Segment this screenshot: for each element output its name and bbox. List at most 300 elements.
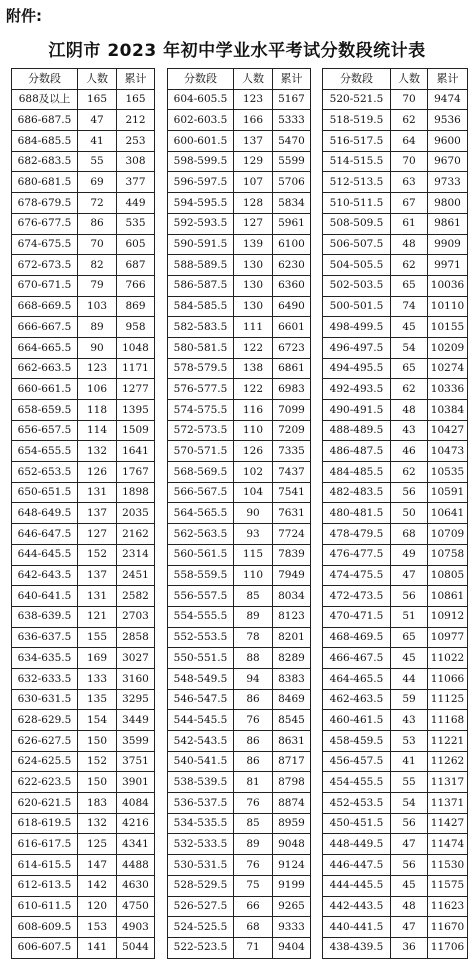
table-row xyxy=(323,875,468,896)
score-range-cell: 526-527.5 xyxy=(168,896,234,917)
count-cell: 183 xyxy=(78,793,117,814)
count-cell: 64 xyxy=(391,131,428,152)
score-range-cell: 454-455.5 xyxy=(323,772,391,793)
cumulative-cell: 9474 xyxy=(428,89,468,110)
cumulative-cell: 9048 xyxy=(273,834,311,855)
score-range-cell: 554-555.5 xyxy=(168,606,234,627)
table-row xyxy=(168,379,311,400)
table-row xyxy=(323,586,468,607)
score-range-cell: 566-567.5 xyxy=(168,482,234,503)
score-range-cell: 450-451.5 xyxy=(323,813,391,834)
cumulative-cell: 5333 xyxy=(273,110,311,131)
cumulative-cell: 377 xyxy=(117,172,155,193)
cumulative-cell: 10912 xyxy=(428,606,468,627)
count-cell: 56 xyxy=(391,482,428,503)
cumulative-cell: 253 xyxy=(117,131,155,152)
count-cell: 88 xyxy=(234,648,273,669)
count-cell: 55 xyxy=(391,772,428,793)
table-row xyxy=(12,110,155,131)
cumulative-cell: 2582 xyxy=(117,586,155,607)
count-cell: 86 xyxy=(78,213,117,234)
score-range-cell: 674-675.5 xyxy=(12,234,78,255)
count-cell: 138 xyxy=(234,358,273,379)
score-range-cell: 466-467.5 xyxy=(323,648,391,669)
table-row xyxy=(323,813,468,834)
page-title: 江阴市 2023 年初中学业水平考试分数段统计表 xyxy=(48,41,426,61)
score-range-cell: 476-477.5 xyxy=(323,544,391,565)
cumulative-cell: 4488 xyxy=(117,855,155,876)
cumulative-cell: 7437 xyxy=(273,462,311,483)
table-row xyxy=(12,855,155,876)
count-cell: 114 xyxy=(78,420,117,441)
count-cell: 135 xyxy=(78,689,117,710)
cumulative-cell: 10274 xyxy=(428,358,468,379)
count-cell: 53 xyxy=(391,731,428,752)
cumulative-cell: 8034 xyxy=(273,586,311,607)
table-row xyxy=(323,110,468,131)
score-range-cell: 480-481.5 xyxy=(323,503,391,524)
count-cell: 142 xyxy=(78,875,117,896)
table-header-row xyxy=(323,69,468,90)
score-range-cell: 482-483.5 xyxy=(323,482,391,503)
table-row xyxy=(12,772,155,793)
score-range-cell: 666-667.5 xyxy=(12,317,78,338)
table-row xyxy=(12,896,155,917)
count-cell: 121 xyxy=(78,606,117,627)
cumulative-cell: 11474 xyxy=(428,834,468,855)
score-range-cell: 580-581.5 xyxy=(168,337,234,358)
score-range-cell: 578-579.5 xyxy=(168,358,234,379)
cumulative-cell: 8874 xyxy=(273,793,311,814)
table-row xyxy=(323,524,468,545)
score-range-cell: 654-655.5 xyxy=(12,441,78,462)
score-range-cell: 582-583.5 xyxy=(168,317,234,338)
cumulative-cell: 11623 xyxy=(428,896,468,917)
count-cell: 131 xyxy=(78,482,117,503)
table-row xyxy=(168,213,311,234)
score-range-cell: 632-633.5 xyxy=(12,668,78,689)
score-table-2 xyxy=(167,68,311,959)
cumulative-cell: 165 xyxy=(117,89,155,110)
count-cell: 152 xyxy=(78,751,117,772)
table-row xyxy=(168,255,311,276)
score-range-cell: 650-651.5 xyxy=(12,482,78,503)
cumulative-cell: 3449 xyxy=(117,710,155,731)
score-range-cell: 552-553.5 xyxy=(168,627,234,648)
cumulative-cell: 10758 xyxy=(428,544,468,565)
score-range-cell: 458-459.5 xyxy=(323,731,391,752)
table-row xyxy=(12,648,155,669)
score-range-cell: 544-545.5 xyxy=(168,710,234,731)
count-cell: 153 xyxy=(78,917,117,938)
cumulative-cell: 1509 xyxy=(117,420,155,441)
cumulative-cell: 10535 xyxy=(428,462,468,483)
score-range-cell: 472-473.5 xyxy=(323,586,391,607)
table-row xyxy=(168,337,311,358)
cumulative-cell: 9265 xyxy=(273,896,311,917)
table-row xyxy=(12,234,155,255)
count-cell: 65 xyxy=(391,275,428,296)
count-cell: 120 xyxy=(78,896,117,917)
table-row xyxy=(323,400,468,421)
count-cell: 127 xyxy=(78,524,117,545)
cumulative-cell: 6230 xyxy=(273,255,311,276)
count-cell: 132 xyxy=(78,813,117,834)
cumulative-cell: 6983 xyxy=(273,379,311,400)
cumulative-cell: 6490 xyxy=(273,296,311,317)
count-cell: 110 xyxy=(234,420,273,441)
count-cell: 104 xyxy=(234,482,273,503)
table-row xyxy=(12,172,155,193)
score-range-cell: 684-685.5 xyxy=(12,131,78,152)
score-range-cell: 584-585.5 xyxy=(168,296,234,317)
table-row xyxy=(168,731,311,752)
cumulative-cell: 1641 xyxy=(117,441,155,462)
table-row xyxy=(168,813,311,834)
table-row xyxy=(168,772,311,793)
score-range-cell: 668-669.5 xyxy=(12,296,78,317)
table-row xyxy=(168,110,311,131)
score-range-cell: 496-497.5 xyxy=(323,337,391,358)
count-cell: 106 xyxy=(78,379,117,400)
table-row xyxy=(323,627,468,648)
table-row xyxy=(168,710,311,731)
count-cell: 130 xyxy=(234,255,273,276)
count-cell: 130 xyxy=(234,296,273,317)
cumulative-cell: 11530 xyxy=(428,855,468,876)
score-range-cell: 672-673.5 xyxy=(12,255,78,276)
table-row xyxy=(323,668,468,689)
count-cell: 59 xyxy=(391,689,428,710)
cumulative-cell: 766 xyxy=(117,275,155,296)
count-cell: 137 xyxy=(234,131,273,152)
table-row xyxy=(323,420,468,441)
count-cell: 154 xyxy=(78,710,117,731)
cumulative-cell: 10110 xyxy=(428,296,468,317)
score-range-cell: 680-681.5 xyxy=(12,172,78,193)
cumulative-cell: 4630 xyxy=(117,875,155,896)
table-row xyxy=(168,875,311,896)
count-cell: 141 xyxy=(78,937,117,958)
table-row xyxy=(12,793,155,814)
cumulative-cell: 11125 xyxy=(428,689,468,710)
cumulative-cell: 8123 xyxy=(273,606,311,627)
cumulative-cell: 7631 xyxy=(273,503,311,524)
score-range-cell: 528-529.5 xyxy=(168,875,234,896)
table-header-row xyxy=(168,69,311,90)
cumulative-cell: 9600 xyxy=(428,131,468,152)
cumulative-cell: 4903 xyxy=(117,917,155,938)
count-cell: 102 xyxy=(234,462,273,483)
table-row xyxy=(168,917,311,938)
cumulative-cell: 11262 xyxy=(428,751,468,772)
table-row xyxy=(168,668,311,689)
cumulative-cell: 3751 xyxy=(117,751,155,772)
count-cell: 125 xyxy=(78,834,117,855)
cumulative-cell: 5044 xyxy=(117,937,155,958)
count-cell: 66 xyxy=(234,896,273,917)
count-cell: 123 xyxy=(234,89,273,110)
cumulative-cell: 7209 xyxy=(273,420,311,441)
cumulative-cell: 10473 xyxy=(428,441,468,462)
score-range-cell: 468-469.5 xyxy=(323,627,391,648)
table-row xyxy=(323,751,468,772)
count-cell: 79 xyxy=(78,275,117,296)
cumulative-cell: 2314 xyxy=(117,544,155,565)
count-cell: 76 xyxy=(234,710,273,731)
table-row xyxy=(168,586,311,607)
cumulative-cell: 11670 xyxy=(428,917,468,938)
table-row xyxy=(323,606,468,627)
cumulative-cell: 9670 xyxy=(428,151,468,172)
score-range-cell: 448-449.5 xyxy=(323,834,391,855)
score-range-cell: 626-627.5 xyxy=(12,731,78,752)
score-range-cell: 538-539.5 xyxy=(168,772,234,793)
table-row xyxy=(323,793,468,814)
count-cell: 56 xyxy=(391,813,428,834)
cumulative-cell: 8717 xyxy=(273,751,311,772)
score-range-cell: 440-441.5 xyxy=(323,917,391,938)
table-row xyxy=(323,193,468,214)
score-range-cell: 678-679.5 xyxy=(12,193,78,214)
count-cell: 90 xyxy=(78,337,117,358)
score-table-1 xyxy=(11,68,155,959)
count-cell: 127 xyxy=(234,213,273,234)
count-cell: 122 xyxy=(234,379,273,400)
cumulative-cell: 7335 xyxy=(273,441,311,462)
score-range-cell: 594-595.5 xyxy=(168,193,234,214)
table-row xyxy=(168,544,311,565)
cumulative-cell: 5470 xyxy=(273,131,311,152)
count-cell: 90 xyxy=(234,503,273,524)
cumulative-cell: 5706 xyxy=(273,172,311,193)
score-range-cell: 564-565.5 xyxy=(168,503,234,524)
table-row xyxy=(168,193,311,214)
table-row xyxy=(12,213,155,234)
count-cell: 54 xyxy=(391,793,428,814)
cumulative-cell: 2703 xyxy=(117,606,155,627)
count-cell: 72 xyxy=(78,193,117,214)
count-cell: 111 xyxy=(234,317,273,338)
table-row xyxy=(323,358,468,379)
score-range-cell: 460-461.5 xyxy=(323,710,391,731)
table-row xyxy=(168,420,311,441)
score-range-cell: 658-659.5 xyxy=(12,400,78,421)
table-row xyxy=(12,731,155,752)
count-cell: 89 xyxy=(78,317,117,338)
score-range-cell: 644-645.5 xyxy=(12,544,78,565)
cumulative-cell: 3027 xyxy=(117,648,155,669)
cumulative-cell: 535 xyxy=(117,213,155,234)
score-range-cell: 446-447.5 xyxy=(323,855,391,876)
count-cell: 70 xyxy=(391,151,428,172)
count-cell: 68 xyxy=(391,524,428,545)
cumulative-cell: 8201 xyxy=(273,627,311,648)
count-cell: 62 xyxy=(391,255,428,276)
cumulative-cell: 6360 xyxy=(273,275,311,296)
score-range-cell: 660-661.5 xyxy=(12,379,78,400)
table-row xyxy=(12,689,155,710)
score-range-cell: 600-601.5 xyxy=(168,131,234,152)
table-row xyxy=(323,441,468,462)
column-header: 累计 xyxy=(428,69,468,90)
table-row xyxy=(168,441,311,462)
cumulative-cell: 11371 xyxy=(428,793,468,814)
cumulative-cell: 9800 xyxy=(428,193,468,214)
table-row xyxy=(12,710,155,731)
table-row xyxy=(12,751,155,772)
cumulative-cell: 10709 xyxy=(428,524,468,545)
table-row xyxy=(323,213,468,234)
score-range-cell: 576-577.5 xyxy=(168,379,234,400)
score-range-cell: 676-677.5 xyxy=(12,213,78,234)
score-range-cell: 648-649.5 xyxy=(12,503,78,524)
count-cell: 126 xyxy=(234,441,273,462)
count-cell: 41 xyxy=(391,751,428,772)
cumulative-cell: 3295 xyxy=(117,689,155,710)
table-row xyxy=(168,937,311,958)
score-range-cell: 556-557.5 xyxy=(168,586,234,607)
table-row xyxy=(323,234,468,255)
count-cell: 43 xyxy=(391,710,428,731)
column-header: 分数段 xyxy=(168,69,234,90)
count-cell: 75 xyxy=(234,875,273,896)
count-cell: 126 xyxy=(78,462,117,483)
count-cell: 128 xyxy=(234,193,273,214)
cumulative-cell: 2035 xyxy=(117,503,155,524)
score-range-cell: 616-617.5 xyxy=(12,834,78,855)
table-row xyxy=(12,917,155,938)
count-cell: 82 xyxy=(78,255,117,276)
table-row xyxy=(323,482,468,503)
score-range-cell: 590-591.5 xyxy=(168,234,234,255)
count-cell: 118 xyxy=(78,400,117,421)
count-cell: 65 xyxy=(391,627,428,648)
score-range-cell: 500-501.5 xyxy=(323,296,391,317)
cumulative-cell: 8545 xyxy=(273,710,311,731)
count-cell: 110 xyxy=(234,565,273,586)
cumulative-cell: 7541 xyxy=(273,482,311,503)
score-range-cell: 470-471.5 xyxy=(323,606,391,627)
count-cell: 36 xyxy=(391,937,428,958)
table-row xyxy=(12,89,155,110)
score-range-cell: 568-569.5 xyxy=(168,462,234,483)
score-table-3 xyxy=(322,68,468,959)
table-row xyxy=(168,172,311,193)
table-row xyxy=(168,896,311,917)
table-row xyxy=(323,131,468,152)
column-header: 人数 xyxy=(391,69,428,90)
score-range-cell: 518-519.5 xyxy=(323,110,391,131)
score-range-cell: 502-503.5 xyxy=(323,275,391,296)
table-row xyxy=(323,772,468,793)
table-row xyxy=(12,565,155,586)
table-row xyxy=(12,275,155,296)
score-range-cell: 636-637.5 xyxy=(12,627,78,648)
table-row xyxy=(168,751,311,772)
table-row xyxy=(168,606,311,627)
cumulative-cell: 9971 xyxy=(428,255,468,276)
cumulative-cell: 1277 xyxy=(117,379,155,400)
table-row xyxy=(12,420,155,441)
table-row xyxy=(12,379,155,400)
attachment-label: 附件: xyxy=(6,7,42,25)
count-cell: 94 xyxy=(234,668,273,689)
count-cell: 54 xyxy=(391,337,428,358)
table-row xyxy=(12,482,155,503)
cumulative-cell: 2451 xyxy=(117,565,155,586)
table-row xyxy=(323,379,468,400)
table-row xyxy=(12,462,155,483)
count-cell: 107 xyxy=(234,172,273,193)
score-range-cell: 618-619.5 xyxy=(12,813,78,834)
cumulative-cell: 9124 xyxy=(273,855,311,876)
score-range-cell: 520-521.5 xyxy=(323,89,391,110)
count-cell: 86 xyxy=(234,751,273,772)
score-range-cell: 664-665.5 xyxy=(12,337,78,358)
table-row xyxy=(168,648,311,669)
count-cell: 150 xyxy=(78,731,117,752)
cumulative-cell: 1395 xyxy=(117,400,155,421)
score-range-cell: 662-663.5 xyxy=(12,358,78,379)
table-row xyxy=(12,400,155,421)
cumulative-cell: 11427 xyxy=(428,813,468,834)
count-cell: 45 xyxy=(391,648,428,669)
cumulative-cell: 3901 xyxy=(117,772,155,793)
table-row xyxy=(323,255,468,276)
count-cell: 49 xyxy=(391,544,428,565)
table-row xyxy=(168,462,311,483)
score-range-cell: 688及以上 xyxy=(12,89,78,110)
cumulative-cell: 10805 xyxy=(428,565,468,586)
cumulative-cell: 1171 xyxy=(117,358,155,379)
count-cell: 169 xyxy=(78,648,117,669)
cumulative-cell: 2162 xyxy=(117,524,155,545)
table-row xyxy=(168,275,311,296)
count-cell: 86 xyxy=(234,689,273,710)
cumulative-cell: 449 xyxy=(117,193,155,214)
count-cell: 152 xyxy=(78,544,117,565)
score-range-cell: 620-621.5 xyxy=(12,793,78,814)
table-row xyxy=(168,317,311,338)
score-range-cell: 604-605.5 xyxy=(168,89,234,110)
cumulative-cell: 4750 xyxy=(117,896,155,917)
cumulative-cell: 9861 xyxy=(428,213,468,234)
count-cell: 70 xyxy=(78,234,117,255)
score-range-cell: 622-623.5 xyxy=(12,772,78,793)
score-range-cell: 562-563.5 xyxy=(168,524,234,545)
count-cell: 62 xyxy=(391,110,428,131)
cumulative-cell: 11317 xyxy=(428,772,468,793)
cumulative-cell: 9404 xyxy=(273,937,311,958)
score-range-cell: 560-561.5 xyxy=(168,544,234,565)
cumulative-cell: 605 xyxy=(117,234,155,255)
cumulative-cell: 11168 xyxy=(428,710,468,731)
score-range-cell: 456-457.5 xyxy=(323,751,391,772)
count-cell: 51 xyxy=(391,606,428,627)
table-row xyxy=(323,462,468,483)
table-row xyxy=(168,503,311,524)
table-row xyxy=(323,337,468,358)
cumulative-cell: 8469 xyxy=(273,689,311,710)
table-row xyxy=(12,151,155,172)
cumulative-cell: 8798 xyxy=(273,772,311,793)
table-row xyxy=(323,275,468,296)
cumulative-cell: 10336 xyxy=(428,379,468,400)
count-cell: 47 xyxy=(391,834,428,855)
count-cell: 89 xyxy=(234,606,273,627)
score-range-cell: 474-475.5 xyxy=(323,565,391,586)
